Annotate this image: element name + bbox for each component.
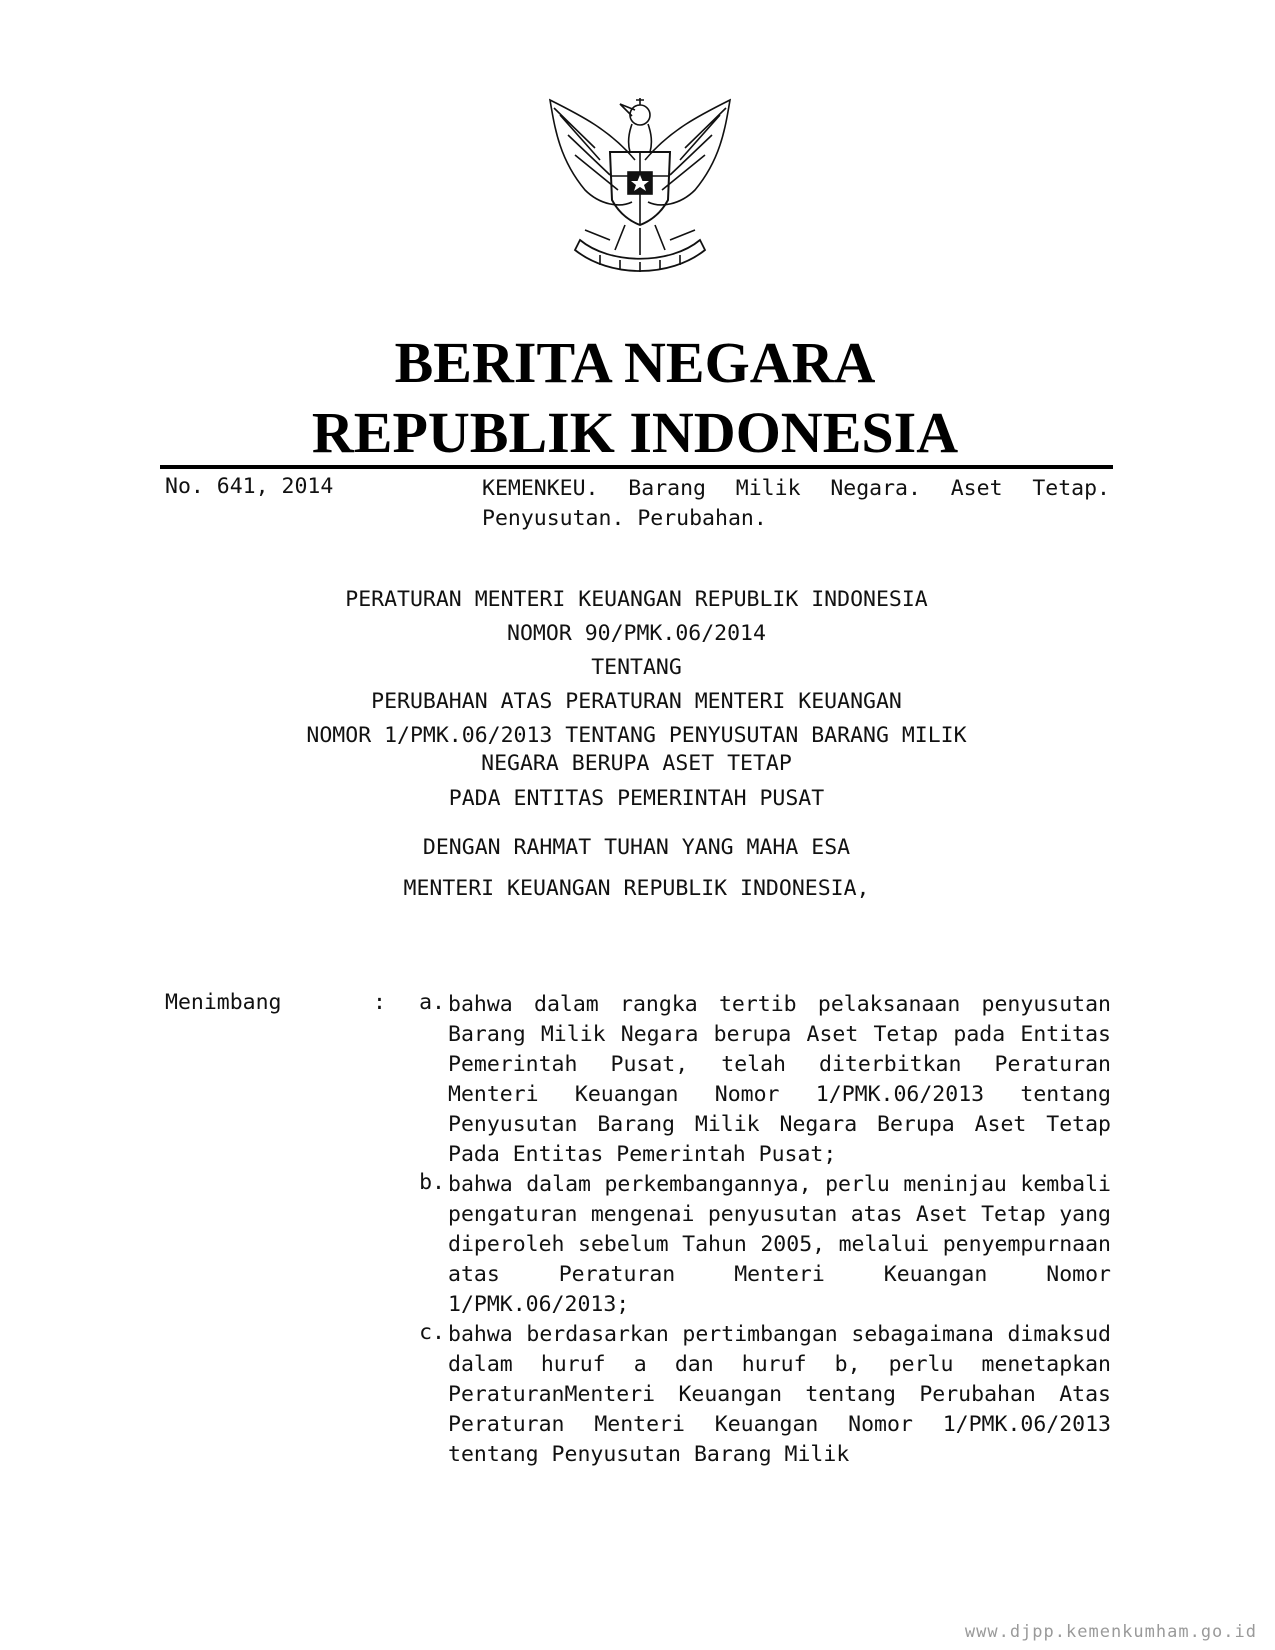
gazette-subject-line2: Penyusutan. Perubahan. <box>482 506 767 531</box>
consideration-text: bahwa dalam perkembangannya, perlu meninjau kembali pengaturan mengenai penyusutan atas Aset Tetap yang diperoleh sebelum Tahun 2005, melalui penyempurnaan atas Peraturan Menteri Keuangan Nomor 1/PMK.06/2013; <box>448 1172 1111 1317</box>
consideration-text: bahwa berdasarkan pertimbangan sebagaimana dimaksud dalam huruf a dan huruf b, perlu menetapkan PeraturanMenteri Keuangan tentang Perubahan Atas Peraturan Menteri Keuangan Nomor 1/PMK.06/2013 tentang Penyusutan Barang Milik <box>448 1322 1111 1467</box>
regulation-about: TENTANG <box>591 655 682 680</box>
regulation-title-line3: NEGARA BERUPA ASET TETAP <box>481 751 792 776</box>
regulation-title-line4: PADA ENTITAS PEMERINTAH PUSAT <box>448 786 825 811</box>
consideration-letter: b. <box>419 1170 445 1195</box>
masthead-title-line1: BERITA NEGARA <box>394 330 876 395</box>
masthead-divider <box>160 465 1113 469</box>
regulation-invocation: DENGAN RAHMAT TUHAN YANG MAHA ESA <box>422 835 851 860</box>
masthead-title-line2: REPUBLIK INDONESIA <box>311 400 959 465</box>
regulation-title-line1: PERUBAHAN ATAS PERATURAN MENTERI KEUANGAN <box>371 689 902 714</box>
regulation-number: NOMOR 90/PMK.06/2014 <box>507 621 766 646</box>
gazette-number: No. 641, 2014 <box>165 474 334 499</box>
footer-url: www.djpp.kemenkumham.go.id <box>964 1622 1257 1642</box>
regulation-heading: PERATURAN MENTERI KEUANGAN REPUBLIK INDONESIA <box>345 587 928 612</box>
regulation-title-line2: NOMOR 1/PMK.06/2013 TENTANG PENYUSUTAN BARANG MILIK <box>306 723 967 748</box>
consideration-letter: a. <box>419 990 445 1015</box>
consideration-letter: c. <box>419 1320 445 1345</box>
considerations-separator: : <box>373 990 386 1015</box>
consideration-text: bahwa dalam rangka tertib pelaksanaan penyusutan Barang Milik Negara berupa Aset Tetap pada Entitas Pemerintah Pusat, telah diterbitkan Peraturan Menteri Keuangan Nomor 1/PMK.06/2013 tentang Penyusutan Barang Milik Negara Berupa Aset Tetap Pada Entitas Pemerintah Pusat; <box>448 992 1111 1167</box>
gazette-subject <box>482 474 1110 534</box>
garuda-emblem-icon <box>540 90 740 282</box>
gazette-subject-line1: KEMENKEU. Barang Milik Negara. Aset Tetap. <box>482 476 1110 501</box>
considerations-label: Menimbang <box>165 990 282 1015</box>
regulation-issuer: MENTERI KEUANGAN REPUBLIK INDONESIA, <box>403 876 870 901</box>
